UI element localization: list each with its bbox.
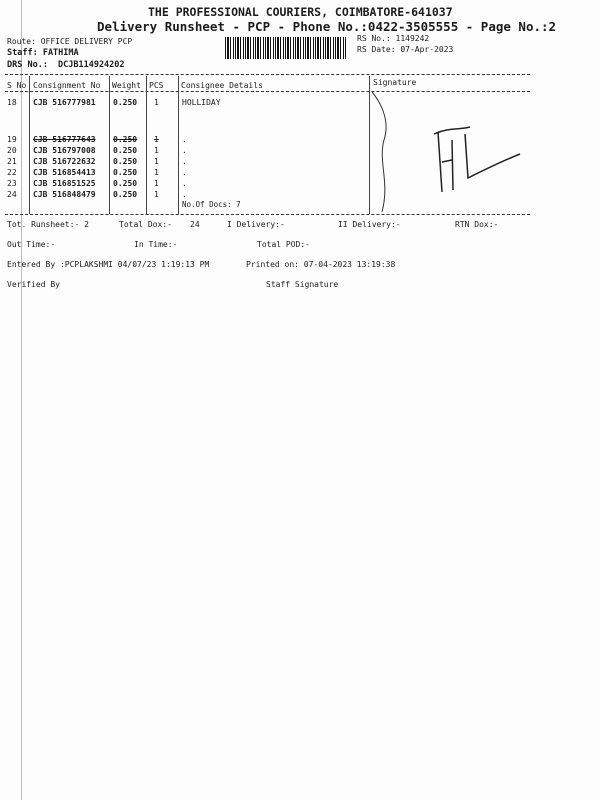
row-consignment-no: CJB 516851525 — [33, 179, 96, 188]
col-line — [109, 76, 110, 214]
drs-label: DRS No.: — [7, 60, 48, 70]
row-consignee: . — [182, 157, 187, 166]
col-header-consignment: Consignment No — [33, 81, 101, 90]
ii-delivery: II Delivery:- — [338, 220, 401, 229]
total-dox-label: Total Dox:- — [119, 220, 172, 229]
row-consignment-no: CJB 516848479 — [33, 190, 96, 199]
row-consignee: . — [182, 179, 187, 188]
row-pcs: 1 — [154, 179, 159, 188]
no-of-docs: No.Of Docs: 7 — [182, 200, 241, 209]
row-pcs: 1 — [154, 190, 159, 199]
col-header-consignee: Consignee Details — [181, 81, 263, 90]
tot-runsheet: Tot. Runsheet:- 2 — [7, 220, 89, 229]
rtn-dox: RTN Dox:- — [455, 220, 499, 229]
row-sno: 24 — [7, 190, 17, 199]
row-pcs: 1 — [154, 146, 159, 155]
row-weight: 0.250 — [113, 157, 138, 166]
row-consignee: HOLLIDAY — [182, 98, 221, 107]
row-consignee: . — [182, 168, 187, 177]
col-line — [178, 76, 179, 214]
runsheet-title: Delivery Runsheet - PCP - Phone No.:0422-3505555 - Page No.:2 — [97, 19, 557, 34]
row-pcs: 1 — [154, 157, 159, 166]
header-divider — [5, 74, 530, 75]
rs-number: RS No.: 1149242 — [357, 34, 430, 43]
row-consignment-no: CJB 516797008 — [33, 146, 96, 155]
col-line — [146, 76, 147, 214]
row-weight: 0.250 — [113, 98, 138, 107]
row-sno: 22 — [7, 168, 17, 177]
row-sno: 18 — [7, 98, 17, 107]
row-sno: 23 — [7, 179, 17, 188]
col-header-signature: Signature — [373, 78, 417, 87]
col-header-sno: S No — [7, 81, 27, 90]
row-pcs: 1 — [154, 168, 159, 177]
total-pod: Total POD:- — [257, 240, 310, 249]
rs-date: RS Date: 07-Apr-2023 — [357, 45, 454, 54]
barcode — [225, 37, 347, 59]
printed-on: Printed on: 07-04-2023 13:19:38 — [246, 260, 396, 269]
row-consignee: . — [182, 190, 187, 199]
col-line — [29, 76, 30, 214]
out-time: Out Time:- — [7, 240, 56, 249]
company-title: THE PROFESSIONAL COURIERS, COIMBATORE-641037 — [148, 5, 453, 19]
total-dox-value: 24 — [190, 220, 200, 229]
entered-by: Entered By :PCPLAKSHMI 04/07/23 1:19:13 PM — [7, 260, 210, 269]
verified-by: Verified By — [7, 280, 60, 289]
scan-edge-line — [21, 0, 22, 800]
staff-text: Staff: FATHIMA — [7, 48, 79, 58]
row-pcs: 1 — [154, 98, 159, 107]
col-header-pcs: PCS — [149, 81, 164, 90]
row-weight: 0.250 — [113, 146, 138, 155]
row-weight: 0.250 — [113, 135, 138, 144]
row-sno: 20 — [7, 146, 17, 155]
row-consignment-no: CJB 516777981 — [33, 98, 96, 107]
staff-signature: Staff Signature — [266, 280, 339, 289]
route-text: Route: OFFICE DELIVERY PCP — [7, 37, 133, 46]
i-delivery: I Delivery:- — [227, 220, 285, 229]
row-consignment-no: CJB 516722632 — [33, 157, 96, 166]
row-sno: 19 — [7, 135, 17, 144]
row-sno: 21 — [7, 157, 17, 166]
row-weight: 0.250 — [113, 190, 138, 199]
row-pcs: 1 — [154, 135, 159, 144]
row-consignee: . — [182, 146, 187, 155]
col-header-weight: Weight — [112, 81, 141, 90]
handwritten-signature-icon — [360, 82, 540, 222]
row-consignee: . — [182, 135, 187, 144]
row-weight: 0.250 — [113, 179, 138, 188]
drs-value: DCJB114924202 — [58, 60, 125, 70]
row-weight: 0.250 — [113, 168, 138, 177]
row-consignment-no: CJB 516854413 — [33, 168, 96, 177]
row-consignment-no: CJB 516777643 — [33, 135, 96, 144]
in-time: In Time:- — [134, 240, 178, 249]
